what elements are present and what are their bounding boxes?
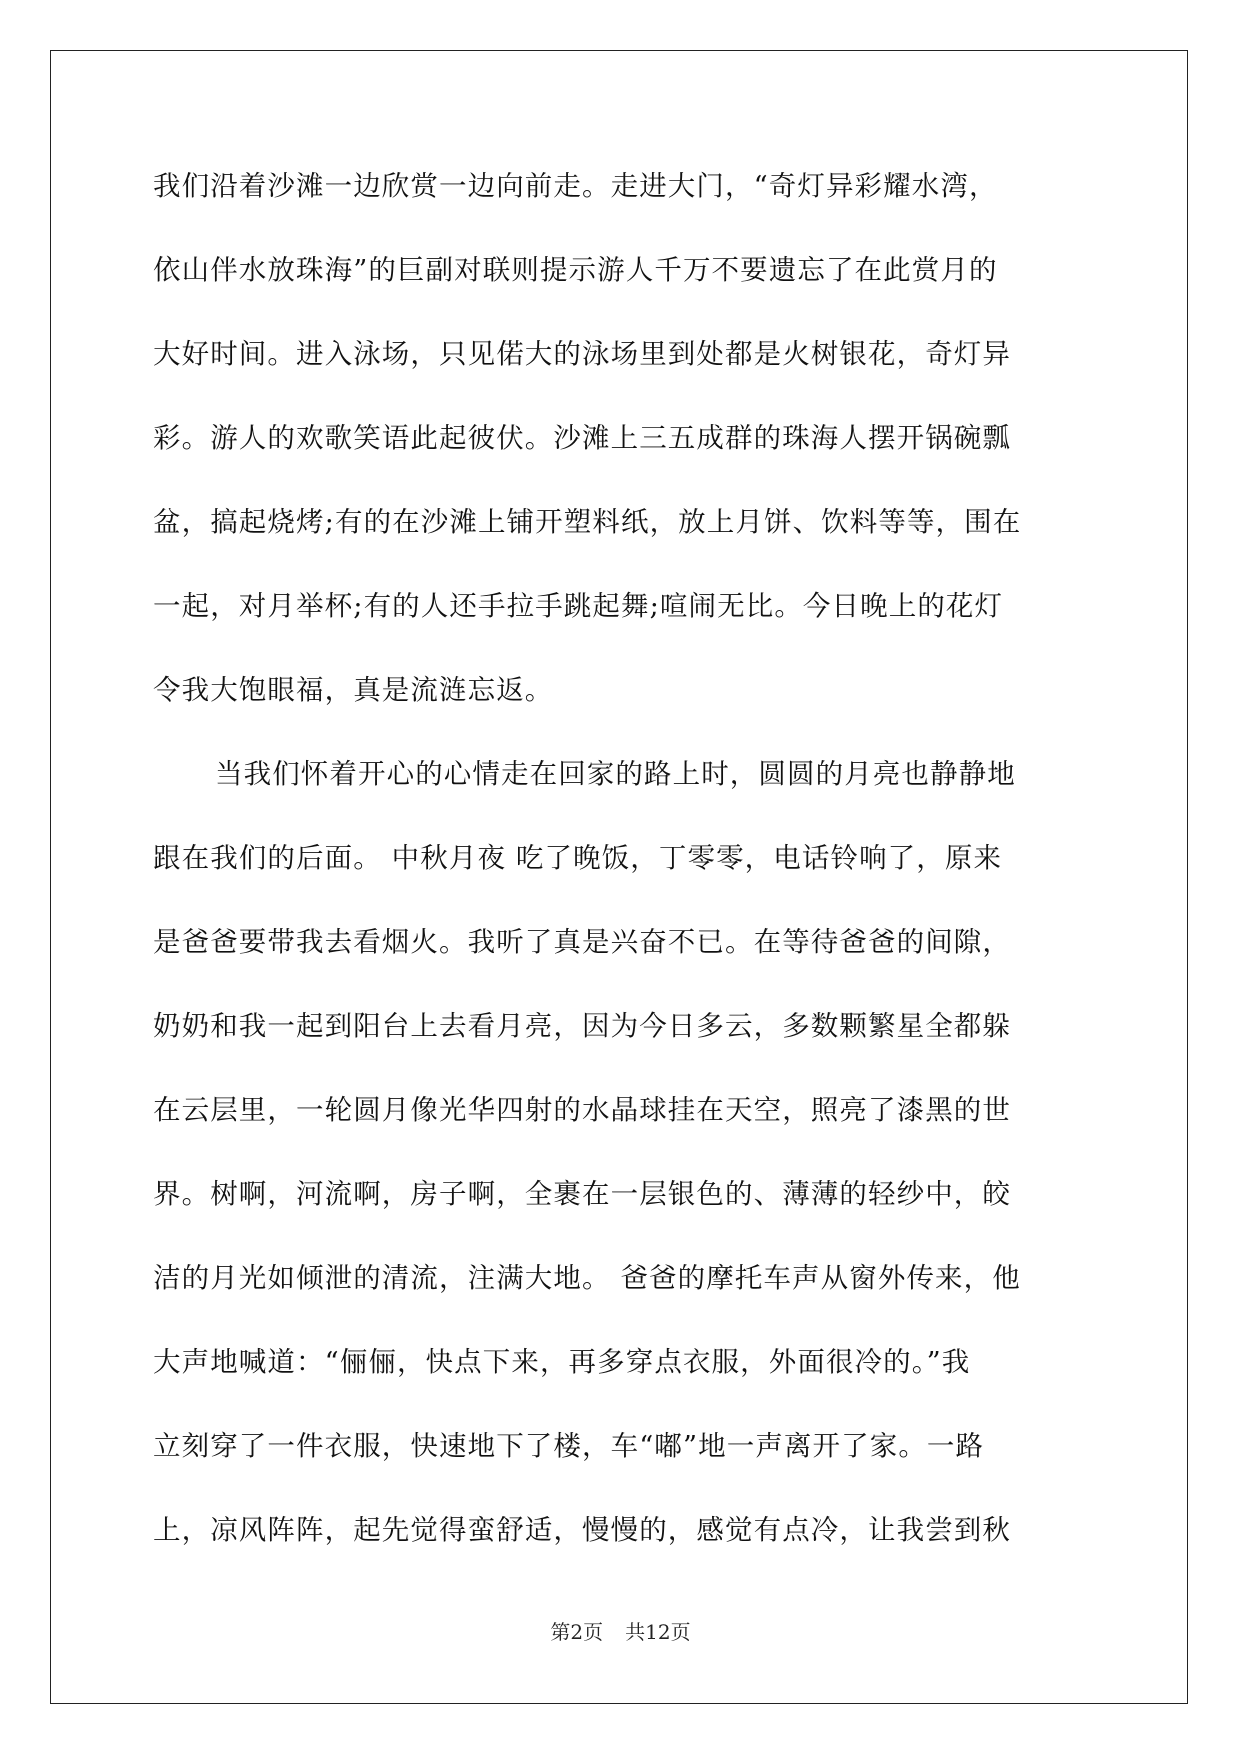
page-number-current: 第2页 [550,1620,604,1644]
text-line: 彩。游人的欢歌笑语此起彼伏。沙滩上三五成群的珠海人摆开锅碗瓢 [153,422,1011,454]
text-line: 大声地喊道：“俪俪，快点下来，再多穿点衣服，外面很冷的。”我 [153,1346,971,1378]
text-line: 依山伴水放珠海”的巨副对联则提示游人千万不要遗忘了在此赏月的 [153,254,998,286]
text-line: 在云层里，一轮圆月像光华四射的水晶球挂在天空，照亮了漆黑的世 [153,1094,1011,1126]
text-line: 界。树啊，河流啊，房子啊，全裹在一层银色的、薄薄的轻纱中，皎 [153,1178,1011,1210]
text-line: 跟在我们的后面。 中秋月夜 吃了晚饭，丁零零，电话铃响了，原来 [153,842,1003,874]
text-line: 盆，搞起烧烤;有的在沙滩上铺开塑料纸，放上月饼、饮料等等，围在 [153,506,1022,538]
text-line: 奶奶和我一起到阳台上去看月亮，因为今日多云，多数颗繁星全都躲 [153,1010,1011,1042]
text-line: 我们沿着沙滩一边欣赏一边向前走。走进大门，“奇灯异彩耀水湾， [153,170,998,202]
text-line: 是爸爸要带我去看烟火。我听了真是兴奋不已。在等待爸爸的间隙， [153,926,1011,958]
text-line: 上，凉风阵阵，起先觉得蛮舒适，慢慢的，感觉有点冷，让我尝到秋 [153,1514,1011,1546]
document-body [153,168,1086,1596]
text-line: 一起，对月举杯;有的人还手拉手跳起舞;喧闹无比。今日晚上的花灯 [153,590,1004,622]
text-line: 洁的月光如倾泄的清流，注满大地。 爸爸的摩托车声从窗外传来，他 [153,1262,1021,1294]
text-line: 大好时间。进入泳场，只见偌大的泳场里到处都是火树银花，奇灯异 [153,338,1011,370]
paragraph-first-line: 当我们怀着开心的心情走在回家的路上时，圆圆的月亮也静静地 [215,758,1016,790]
page-number-total: 共12页 [625,1620,691,1644]
text-line: 令我大饱眼福，真是流涟忘返。 [153,674,554,706]
page-footer [0,1620,1241,1644]
text-line: 立刻穿了一件衣服，快速地下了楼，车“嘟”地一声离开了家。一路 [153,1430,985,1462]
